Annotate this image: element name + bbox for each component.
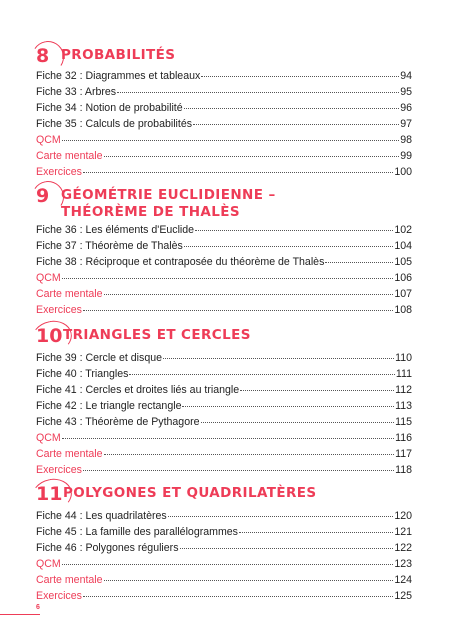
toc-entry[interactable] <box>36 572 412 588</box>
chapter-title: TRIANGLES ET CERCLES <box>63 327 251 343</box>
toc-entry[interactable] <box>36 132 412 148</box>
toc-entry[interactable] <box>36 254 412 270</box>
toc-entry-page: 111 <box>395 368 412 380</box>
toc-entry[interactable] <box>36 116 412 132</box>
toc-entry-page: 110 <box>395 352 412 364</box>
toc-entry-label: Carte mentale <box>36 150 103 162</box>
toc-entry[interactable] <box>36 148 412 164</box>
toc-entry[interactable] <box>36 100 412 116</box>
dot-leader <box>62 564 394 565</box>
chapter-entries <box>36 222 412 318</box>
dot-leader <box>184 108 400 109</box>
toc-entry[interactable] <box>36 540 412 556</box>
toc-entry[interactable] <box>36 524 412 540</box>
toc-entry[interactable] <box>36 350 412 366</box>
dot-leader <box>62 278 394 279</box>
chapter-number: 10 <box>36 325 63 347</box>
toc-entry-page: 100 <box>394 166 412 178</box>
dot-leader <box>83 470 394 471</box>
toc-entry-page: 123 <box>394 558 412 570</box>
toc-entry-label: Fiche 43 : Théorème de Pythagore <box>36 416 200 428</box>
toc-entry-label: Fiche 45 : La famille des parallélogrammes <box>36 526 238 538</box>
toc-entry[interactable] <box>36 238 412 254</box>
chapter-header <box>36 44 412 70</box>
toc-entry-page: 125 <box>394 590 412 602</box>
toc-entry-label: QCM <box>36 134 61 146</box>
toc-entry-page: 102 <box>394 224 412 236</box>
toc-entry-label: Fiche 44 : Les quadrilatères <box>36 510 167 522</box>
toc-entry-page: 104 <box>394 240 412 252</box>
dot-leader <box>193 124 399 125</box>
toc-entry[interactable] <box>36 588 412 604</box>
toc-entry-page: 112 <box>395 384 412 396</box>
chapter-title: GÉOMÉTRIE EUCLIDIENNE – THÉORÈME DE THALÈS <box>61 187 276 220</box>
toc-entry-page: 97 <box>400 118 412 130</box>
toc-entry-page: 96 <box>400 102 412 114</box>
toc-entry[interactable] <box>36 68 412 84</box>
toc-entry[interactable] <box>36 556 412 572</box>
page-number: 6 <box>36 604 40 611</box>
toc-entry-label: Exercices <box>36 464 82 476</box>
toc-entry-page: 121 <box>394 526 412 538</box>
toc-entry-page: 117 <box>395 448 412 460</box>
chapter-title: PROBABILITÉS <box>61 47 176 63</box>
toc-entry[interactable] <box>36 508 412 524</box>
toc-entry-label: Fiche 40 : Triangles <box>36 368 129 380</box>
dot-leader <box>182 406 394 407</box>
toc-entry-page: 94 <box>400 70 412 82</box>
toc-entry-label: Fiche 39 : Cercle et disque <box>36 352 163 364</box>
toc-entry[interactable] <box>36 414 412 430</box>
toc-entry-page: 107 <box>394 288 412 300</box>
dot-leader <box>240 390 394 391</box>
chapter-title: POLYGONES ET QUADRILATÈRES <box>63 485 317 501</box>
toc-entry-page: 118 <box>395 464 412 476</box>
toc-entry-label: Fiche 46 : Polygones réguliers <box>36 542 179 554</box>
dot-leader <box>104 580 394 581</box>
toc-entry[interactable] <box>36 270 412 286</box>
toc-entry-page: 108 <box>394 304 412 316</box>
toc-entry-page: 120 <box>394 510 412 522</box>
dot-leader <box>117 92 399 93</box>
chapter-entries <box>36 68 412 180</box>
chapter-10 <box>36 324 412 476</box>
dot-leader <box>83 596 393 597</box>
toc-entry-label: Fiche 42 : Le triangle rectangle <box>36 400 182 412</box>
dot-leader <box>239 532 393 533</box>
dot-leader <box>201 76 399 77</box>
toc-entry-label: QCM <box>36 432 61 444</box>
dot-leader <box>83 310 393 311</box>
toc-entry-page: 99 <box>400 150 412 162</box>
dot-leader <box>163 358 394 359</box>
toc-entry-label: QCM <box>36 272 61 284</box>
toc-entry-label: Exercices <box>36 166 82 178</box>
toc-entry-page: 105 <box>394 256 412 268</box>
toc-entry-label: Fiche 37 : Théorème de Thalès <box>36 240 183 252</box>
dot-leader <box>104 156 400 157</box>
toc-entry-label: QCM <box>36 558 61 570</box>
footer-divider <box>0 614 40 615</box>
dot-leader <box>62 438 394 439</box>
toc-entry-label: Fiche 35 : Calculs de probabilités <box>36 118 193 130</box>
dot-leader <box>184 246 393 247</box>
chapter-number: 9 <box>36 185 50 207</box>
chapter-number: 11 <box>36 483 63 505</box>
dot-leader <box>325 262 393 263</box>
chapter-header <box>36 324 412 350</box>
toc-entry[interactable] <box>36 446 412 462</box>
toc-entry-page: 106 <box>394 272 412 284</box>
toc-entry[interactable] <box>36 382 412 398</box>
chapter-9 <box>36 184 412 316</box>
dot-leader <box>180 548 394 549</box>
toc-entry[interactable] <box>36 302 412 318</box>
toc-entry-label: Carte mentale <box>36 288 103 300</box>
dot-leader <box>83 172 393 173</box>
toc-entry[interactable] <box>36 84 412 100</box>
chapter-8 <box>36 44 412 178</box>
chapter-11 <box>36 482 412 602</box>
toc-entry-page: 98 <box>400 134 412 146</box>
chapter-number: 8 <box>36 45 50 67</box>
toc-entry[interactable] <box>36 222 412 238</box>
dot-leader <box>62 140 399 141</box>
toc-entry[interactable] <box>36 366 412 382</box>
toc-entry-label: Fiche 33 : Arbres <box>36 86 117 98</box>
dot-leader <box>104 294 394 295</box>
toc-entry-label: Fiche 34 : Notion de probabilité <box>36 102 183 114</box>
toc-entry-label: Fiche 32 : Diagrammes et tableaux <box>36 70 201 82</box>
dot-leader <box>104 454 395 455</box>
chapter-header <box>36 184 412 220</box>
dot-leader <box>195 230 393 231</box>
toc-entry-label: Fiche 38 : Réciproque et contraposée du théorème de Thalès <box>36 256 325 268</box>
dot-leader <box>201 422 395 423</box>
toc-entry[interactable] <box>36 164 412 180</box>
toc-entry-page: 122 <box>394 542 412 554</box>
toc-entry-label: Fiche 41 : Cercles et droites liés au triangle <box>36 384 240 396</box>
chapter-header <box>36 482 412 508</box>
toc-entry-label: Carte mentale <box>36 574 103 586</box>
toc-entry-label: Carte mentale <box>36 448 103 460</box>
toc-entry[interactable] <box>36 286 412 302</box>
chapter-entries <box>36 350 412 478</box>
dot-leader <box>168 516 394 517</box>
toc-entry-page: 113 <box>395 400 412 412</box>
chapter-entries <box>36 508 412 604</box>
toc-entry-page: 124 <box>394 574 412 586</box>
toc-entry-page: 115 <box>395 416 412 428</box>
toc-entry-label: Exercices <box>36 590 82 602</box>
toc-entry-page: 116 <box>395 432 412 444</box>
toc-entry[interactable] <box>36 462 412 478</box>
toc-entry-page: 95 <box>400 86 412 98</box>
toc-entry-label: Exercices <box>36 304 82 316</box>
toc-entry[interactable] <box>36 430 412 446</box>
toc-entry[interactable] <box>36 398 412 414</box>
dot-leader <box>129 374 394 375</box>
toc-entry-label: Fiche 36 : Les éléments d'Euclide <box>36 224 195 236</box>
